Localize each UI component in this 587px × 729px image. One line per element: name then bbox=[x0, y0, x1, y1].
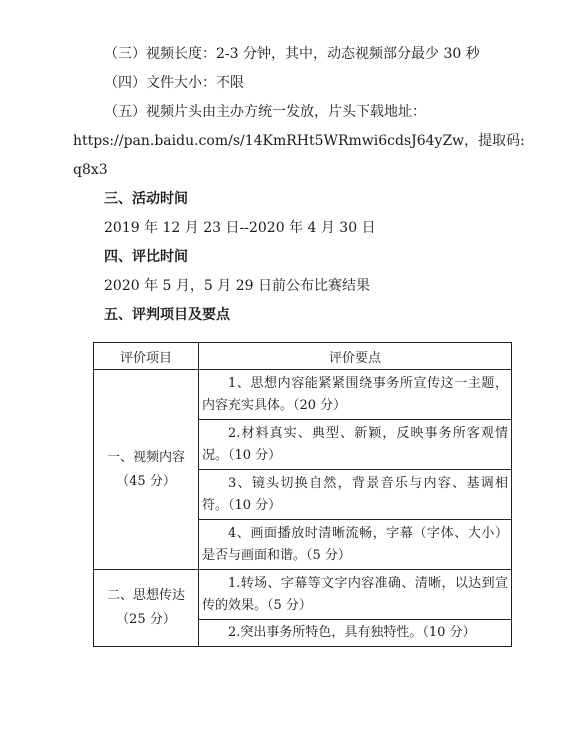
header-points: 评价要点 bbox=[199, 343, 512, 370]
category-name: 一、视频内容 bbox=[106, 449, 185, 465]
table-row bbox=[94, 570, 512, 620]
criteria-item: 2.突出事务所特色，具有独特性。（10 分） bbox=[199, 620, 512, 647]
text-line-extract-code: q8x3 bbox=[73, 162, 108, 178]
table-row bbox=[94, 370, 512, 420]
criteria-item: 1.转场、字幕等文字内容准确、清晰，以达到宣传的效果。（5 分） bbox=[199, 570, 512, 620]
criteria-item: 3、镜头切换自然，背景音乐与内容、基调相符。（10 分） bbox=[199, 470, 512, 520]
criteria-item: 4、画面播放时清晰流畅，字幕（字体、大小）是否与画面和谐。（5 分） bbox=[199, 520, 512, 570]
criteria-item: 2.材料真实、典型、新颖，反映事务所客观情况。（10 分） bbox=[199, 420, 512, 470]
text-line-video-length: （三）视频长度：2-3 分钟，其中，动态视频部分最少 30 秒 bbox=[104, 46, 480, 62]
table-header-row bbox=[94, 343, 512, 370]
text-line-intro-note: （五）视频片头由主办方统一发放，片头下载地址： bbox=[104, 104, 426, 120]
section-title-criteria: 五、评判项目及要点 bbox=[104, 307, 230, 323]
category-message bbox=[94, 570, 199, 647]
text-line-file-size: （四）文件大小：不限 bbox=[104, 75, 244, 91]
category-score: （45 分） bbox=[116, 473, 176, 489]
section-title-activity-time: 三、活动时间 bbox=[104, 191, 188, 207]
criteria-item: 1、思想内容能紧紧围绕事务所宣传这一主题，内容充实具体。（20 分） bbox=[199, 370, 512, 420]
text-line-download-link: https://pan.baidu.com/s/14KmRHt5WRmwi6cdsJ64yZw，提取码: bbox=[73, 133, 525, 149]
activity-time-text: 2019 年 12 月 23 日--2020 年 4 月 30 日 bbox=[104, 220, 376, 236]
category-video-content bbox=[94, 370, 199, 570]
category-name: 二、思想传达 bbox=[106, 588, 185, 603]
judging-time-text: 2020 年 5 月，5 月 29 日前公布比赛结果 bbox=[104, 278, 370, 294]
evaluation-table bbox=[93, 342, 512, 647]
header-item: 评价项目 bbox=[94, 343, 199, 370]
section-title-judging-time: 四、评比时间 bbox=[104, 249, 188, 265]
category-score: （25 分） bbox=[116, 612, 176, 627]
